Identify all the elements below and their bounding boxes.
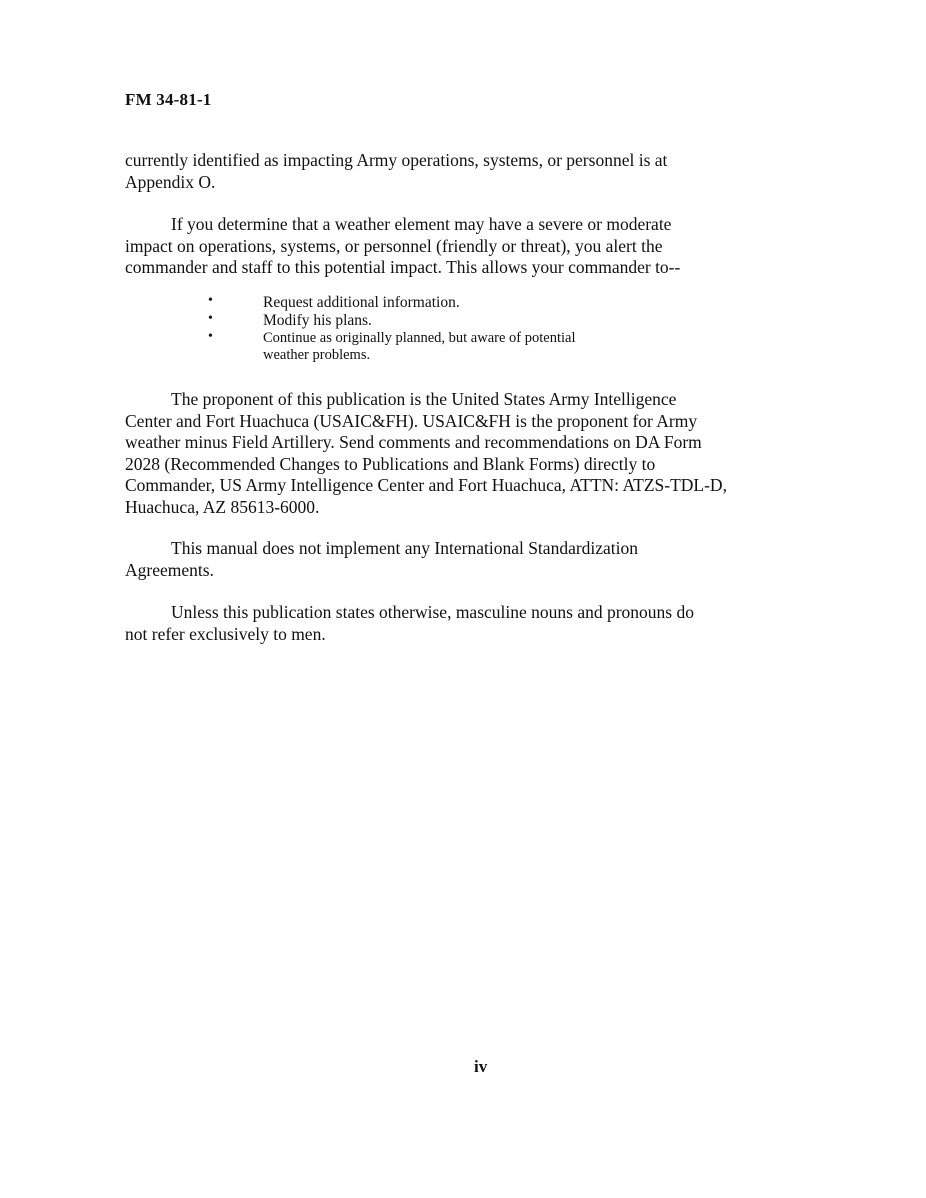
text-line: commander and staff to this potential impact. This allows your commander to-- bbox=[125, 257, 681, 277]
text-line: weather minus Field Artillery. Send comments and recommendations on DA Form bbox=[125, 432, 702, 452]
bullet-icon: • bbox=[208, 329, 213, 344]
text-line: The proponent of this publication is the United States Army Intelligence bbox=[171, 389, 677, 409]
paragraph-proponent bbox=[125, 389, 825, 518]
text-line: Commander, US Army Intelligence Center and Fort Huachuca, ATTN: ATZS-TDL-D, bbox=[125, 475, 727, 495]
bullet-icon: • bbox=[208, 293, 213, 308]
paragraph-weather-impact bbox=[125, 214, 825, 279]
list-item-text: weather problems. bbox=[263, 347, 371, 363]
list-item bbox=[205, 312, 575, 330]
text-line: This manual does not implement any International Standardization bbox=[171, 538, 639, 558]
document-id: FM 34-81-1 bbox=[125, 90, 212, 109]
list-item-continuation bbox=[205, 347, 575, 364]
paragraph-gender-note bbox=[125, 602, 825, 645]
commander-options-list bbox=[205, 294, 575, 364]
text-line: 2028 (Recommended Changes to Publications and Blank Forms) directly to bbox=[125, 453, 656, 474]
list-item-text: Modify his plans. bbox=[263, 312, 372, 329]
page-number: iv bbox=[474, 1057, 488, 1076]
text-line: impact on operations, systems, or personnel (friendly or threat), you alert the bbox=[125, 235, 663, 256]
text-line: Unless this publication states otherwise, masculine nouns and pronouns do bbox=[171, 602, 694, 622]
list-item-text: Request additional information. bbox=[263, 294, 460, 311]
paragraph-standardization bbox=[125, 538, 825, 581]
list-item bbox=[205, 294, 575, 312]
text-line: currently identified as impacting Army operations, systems, or personnel is at bbox=[125, 150, 668, 170]
bullet-icon: • bbox=[208, 311, 213, 326]
text-line: not refer exclusively to men. bbox=[125, 623, 326, 644]
text-line: Center and Fort Huachuca (USAIC&FH). USAIC&FH is the proponent for Army bbox=[125, 410, 698, 431]
text-line: Huachuca, AZ 85613-6000. bbox=[125, 496, 320, 517]
list-item bbox=[205, 330, 575, 347]
paragraph-appendix-reference bbox=[125, 150, 825, 193]
list-item-text: Continue as originally planned, but aware of potential bbox=[263, 330, 576, 346]
text-line: If you determine that a weather element may have a severe or moderate bbox=[171, 214, 672, 234]
text-line: Appendix O. bbox=[125, 171, 216, 192]
text-line: Agreements. bbox=[125, 559, 214, 580]
